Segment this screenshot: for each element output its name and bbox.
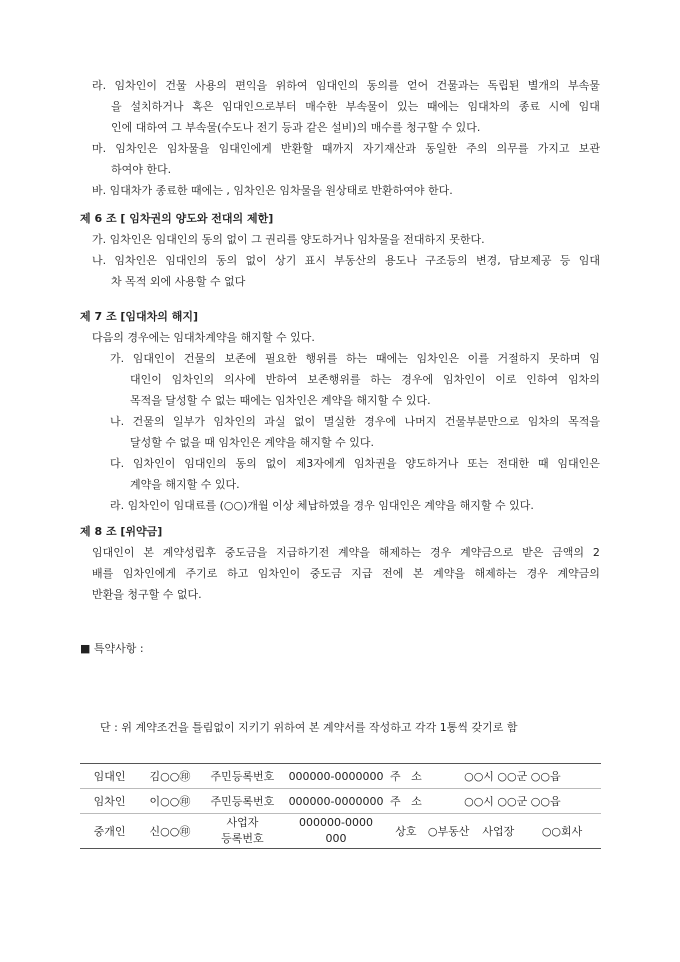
word: 계약을 (433, 567, 465, 580)
word: 전에 (382, 567, 404, 580)
word: 임차인의 (213, 415, 256, 428)
word: 임차권을 (353, 457, 397, 470)
id-label-cell: 주민등록번호 (201, 764, 284, 789)
clause-line (92, 96, 600, 117)
clause-na (80, 411, 600, 453)
word: 지급 (351, 567, 373, 580)
article-8 (80, 521, 600, 605)
word: 하는 (346, 352, 368, 365)
word: 중도금을 (224, 546, 268, 559)
word: 등 (559, 254, 571, 267)
word: 담보제공 (508, 254, 552, 267)
word: 2 (592, 546, 600, 559)
table-row (80, 789, 601, 814)
word: 가. (110, 352, 125, 365)
word: 종료 (518, 100, 540, 113)
clause-ma (80, 138, 600, 180)
clause-line: 차 목적 외에 사용할 수 없다 (111, 275, 246, 288)
word: 있는 (396, 100, 419, 113)
word: 경우에 (364, 415, 397, 428)
role-cell: 임대인 (80, 764, 139, 789)
word: 자기재산과 (362, 142, 417, 155)
business-number-label-cell (201, 814, 284, 849)
word: 중도금 (309, 567, 342, 580)
word: 편익을 (235, 79, 268, 92)
word: 때에는 (426, 100, 459, 113)
word: 경우 (526, 567, 548, 580)
article-7-title: 제 7 조 [임대차의 해지] (80, 310, 199, 323)
clause-line (110, 411, 600, 432)
word: 을 (111, 100, 122, 113)
word: 변경, (475, 254, 501, 267)
word: 위하여 (275, 79, 308, 92)
word: 임차인은 (115, 142, 158, 155)
clause-line: 인에 대하여 그 부속물(수도나 전기 등과 같은 설비)의 매수를 청구할 수 있다. (111, 121, 481, 134)
word: 임대인이 (132, 352, 176, 365)
closing-statement (100, 717, 600, 738)
word: 계약성립후 (162, 546, 216, 559)
clause-line (92, 75, 600, 96)
word: 임차인이 (257, 567, 301, 580)
clause-line: 달성할 수 없을 때 임차인은 계약을 해지할 수 있다. (130, 436, 374, 449)
clause-line (92, 250, 600, 271)
word: 별개의 (527, 79, 560, 92)
word: 없이 (265, 457, 287, 470)
business-number-line: 000000-0000 (299, 816, 374, 829)
word: 용도나 (384, 254, 417, 267)
word: 설치하거나 (130, 100, 184, 113)
word: 표시 (304, 254, 326, 267)
article-7-intro: 다음의 경우에는 임대차계약을 해지할 수 있다. (92, 331, 315, 344)
article-8-body (80, 542, 600, 605)
closing-text: 단 : 위 계약조건을 틀림없이 지키기 위하여 본 계약서를 작성하고 각각 1통씩 갖기로 함 (100, 721, 518, 734)
word: 매수한 (305, 100, 338, 113)
name-cell: 김○○㊞ (139, 764, 200, 789)
word: 해제하는 (474, 567, 518, 580)
table-row (80, 764, 601, 789)
word: 동일한 (425, 142, 458, 155)
clause-ga (80, 229, 600, 250)
name-cell: 이○○㊞ (139, 789, 200, 814)
word: 임차인이 (442, 373, 486, 386)
clause-line: 바. 임대차가 종료한 때에는 , 임차인은 임차물을 원상태로 반환하여야 한다. (92, 184, 453, 197)
body-line (92, 542, 600, 563)
article-8-title: 제 8 조 [위약금] (80, 525, 163, 538)
word: 임 (589, 352, 600, 365)
word: 대인이 (130, 373, 162, 386)
word: 임대 (578, 254, 600, 267)
word: 하는 (370, 373, 392, 386)
clause-line: 가. 임차인은 임대인의 동의 없이 그 권리를 양도하거나 임차물을 전대하지 못한다. (92, 233, 485, 246)
special-terms (80, 638, 600, 659)
word: 부속물이 (345, 100, 389, 113)
word: 임차인이 (114, 79, 158, 92)
id-label-cell: 주민등록번호 (201, 789, 284, 814)
word: 임차인에게 (122, 567, 176, 580)
word: 이를 (467, 352, 489, 365)
word: 임차물을 (166, 142, 210, 155)
word: 건물의 (132, 415, 165, 428)
word: 가지고 (537, 142, 570, 155)
word: 때에는 (375, 352, 408, 365)
parties-table (80, 763, 601, 849)
word: 과실 (264, 415, 286, 428)
word: 보관 (578, 142, 600, 155)
word: 주의 (466, 142, 488, 155)
business-label-line: 등록번호 (221, 832, 264, 845)
business-number-cell (284, 814, 388, 849)
word: 임차인이 (132, 457, 176, 470)
clause-line: 하여야 한다. (111, 163, 172, 176)
office-label-cell: 사업장 (482, 825, 515, 838)
word: 동의 (216, 254, 238, 267)
word: 보존에 (224, 352, 257, 365)
word: 임대인이 (92, 546, 135, 559)
word: 멸실한 (323, 415, 356, 428)
word: 시에 (548, 100, 570, 113)
word: 전대한 (497, 457, 530, 470)
word: 동의를 (366, 79, 399, 92)
trade-name-cell: ○부동산 (427, 825, 470, 838)
clause-line: 라. 임차인이 임대료를 (○○)개월 이상 체납하였을 경우 임대인은 계약을 해지할 수 있다. (110, 499, 534, 512)
address-cell: ○○시 ○○군 ○○읍 (424, 764, 601, 789)
word: 행위를 (305, 352, 338, 365)
clause-ra (80, 75, 600, 138)
body-line: 반환을 청구할 수 없다. (92, 588, 202, 601)
word: 필요한 (264, 352, 297, 365)
address-cell: ○○시 ○○군 ○○읍 (424, 789, 601, 814)
clause-line: 계약을 해지할 수 있다. (130, 478, 240, 491)
article-6 (80, 208, 600, 292)
word: 계약금의 (557, 567, 600, 580)
word: 또는 (467, 457, 489, 470)
article-6-title: 제 6 조 [ 임차권의 양도와 전대의 제한] (80, 212, 274, 225)
word: 건물과는 (436, 79, 480, 92)
word: 라. (92, 79, 107, 92)
word: 임차인은 (114, 254, 157, 267)
word: 마. (92, 142, 107, 155)
office-cell: ○○회사 (541, 825, 583, 838)
word: 때 (537, 457, 549, 470)
word: 부속물 (568, 79, 600, 92)
word: 의무를 (496, 142, 529, 155)
word: 계약을 (338, 546, 370, 559)
word: 의사에 (223, 373, 256, 386)
special-terms-label: ■ 특약사항 : (80, 642, 144, 655)
word: 양도하거나 (405, 457, 459, 470)
word: 임차인의 (171, 373, 215, 386)
business-number-line: 000 (325, 832, 347, 845)
word: 상기 (275, 254, 297, 267)
clause-da (80, 453, 600, 495)
name-cell: 신○○㊞ (149, 825, 191, 838)
word: 반하여 (265, 373, 298, 386)
word: 사용의 (195, 79, 227, 92)
clause-ra (80, 495, 600, 516)
word: 임대인의 (184, 457, 227, 470)
business-label-line: 사업자 (226, 816, 259, 829)
word: 동의 (235, 457, 257, 470)
word: 다. (110, 457, 125, 470)
word: 본 (143, 546, 154, 559)
article-7 (80, 306, 600, 516)
word: 임대인은 (557, 457, 600, 470)
word: 없이 (294, 415, 316, 428)
word: 없이 (245, 254, 267, 267)
word: 금액의 (552, 546, 585, 559)
clause-line (110, 453, 600, 474)
trade-name-label-cell: 상호 (395, 825, 417, 838)
word: 임차의 (527, 415, 560, 428)
role-cell: 중개인 (93, 825, 126, 838)
body-line (92, 563, 600, 584)
word: 경우에 (401, 373, 434, 386)
word: 혹은 (192, 100, 214, 113)
table-row (80, 814, 601, 849)
clause-ga (80, 348, 600, 411)
word: 본 (412, 567, 424, 580)
role-cell: 임차인 (80, 789, 139, 814)
word: 일부가 (172, 415, 205, 428)
address-label-cell: 주 소 (388, 764, 424, 789)
word: 임대인으로부터 (222, 100, 297, 113)
address-label-cell: 주 소 (388, 789, 424, 814)
word: 나. (110, 415, 125, 428)
word: 반환할 (280, 142, 313, 155)
word: 독립된 (487, 79, 520, 92)
id-number-cell: 000000-0000000 (284, 764, 388, 789)
word: 임대인의 (165, 254, 208, 267)
word: 때까지 (321, 142, 354, 155)
word: 배를 (92, 567, 114, 580)
id-number-cell: 000000-0000000 (284, 789, 388, 814)
items-top (80, 75, 600, 201)
clause-line (110, 348, 600, 369)
word: 못하며 (548, 352, 581, 365)
word: 임차인은 (416, 352, 459, 365)
word: 임대인의 (315, 79, 359, 92)
clause-ba (80, 180, 600, 201)
word: 경우 (430, 546, 452, 559)
word: 나머지 (404, 415, 437, 428)
word: 주기로 (185, 567, 218, 580)
word: 목적을 (568, 415, 600, 428)
clause-line (110, 369, 600, 390)
clause-line: 목적을 달성할 수 없는 때에는 임차인은 계약을 해지할 수 있다. (130, 394, 431, 407)
word: 받은 (522, 546, 544, 559)
word: 인하여 (526, 373, 559, 386)
word: 임대 (578, 100, 600, 113)
word: 나. (92, 254, 107, 267)
clause-na (80, 250, 600, 292)
word: 얻어 (406, 79, 429, 92)
word: 구조등의 (425, 254, 468, 267)
word: 하고 (226, 567, 249, 580)
word: 계약금으로 (460, 546, 514, 559)
word: 해제하는 (378, 546, 422, 559)
word: 건물 (165, 79, 187, 92)
word: 임차의 (567, 373, 600, 386)
word: 부동산의 (334, 254, 377, 267)
word: 임대인에게 (218, 142, 272, 155)
word: 거절하지 (497, 352, 541, 365)
word: 건물부분만으로 (444, 415, 520, 428)
word: 건물의 (183, 352, 216, 365)
word: 임대차의 (467, 100, 511, 113)
word: 이로 (495, 373, 517, 386)
word: 지급하기전 (276, 546, 330, 559)
word: 보존행위를 (307, 373, 361, 386)
clause-line (92, 138, 600, 159)
word: 제3자에게 (295, 457, 346, 470)
